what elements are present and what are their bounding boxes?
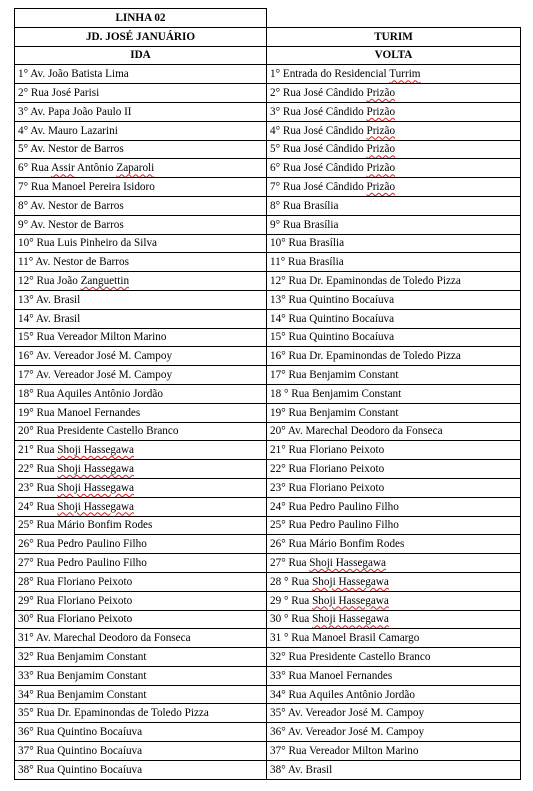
ida-stop-cell	[15, 516, 267, 535]
stop-text: 6° Rua	[18, 162, 52, 175]
volta-stop-cell	[267, 422, 521, 441]
table-row	[15, 403, 521, 422]
table-row	[15, 742, 521, 761]
table-row	[15, 497, 521, 516]
stop-text: 15° Rua Vereador Milton Marino	[18, 331, 167, 344]
ida-stop-cell	[15, 102, 267, 121]
stop-text: 10° Rua Brasília	[270, 237, 345, 250]
ida-stop-cell	[15, 290, 267, 309]
stop-text: 27° Rua	[270, 557, 310, 569]
misspelled-word: Shoji Hassegawa	[57, 463, 135, 476]
ida-stop-cell	[15, 121, 267, 140]
ida-stop-cell	[15, 723, 267, 742]
table-row	[15, 723, 521, 742]
stop-text: 25° Rua Mário Bonfim Rodes	[18, 519, 153, 532]
route-table-body	[15, 9, 521, 780]
stop-text: 7° Rua Manoel Pereira Isidoro	[18, 181, 155, 194]
table-row	[15, 328, 521, 347]
volta-stop-cell	[267, 516, 521, 535]
volta-stop-cell	[267, 272, 521, 291]
stop-text: 13° Av. Brasil	[18, 293, 81, 306]
misspelled-word: Prizão	[366, 105, 396, 118]
table-row	[15, 290, 521, 309]
stop-text: 33° Rua Benjamim Constant	[18, 669, 147, 682]
volta-stop-cell	[267, 65, 521, 84]
table-row	[15, 572, 521, 591]
route-table	[14, 8, 521, 780]
ida-stop-cell	[15, 497, 267, 516]
stop-text: 23° Rua Floriano Peixoto	[270, 481, 385, 494]
table-row	[15, 516, 521, 535]
ida-stop-cell	[15, 591, 267, 610]
table-row	[15, 159, 521, 178]
ida-stop-cell	[15, 234, 267, 253]
table-row	[15, 422, 521, 441]
volta-stop-cell	[267, 366, 521, 385]
table-row	[15, 196, 521, 215]
stop-text: 29° Rua Floriano Peixoto	[18, 594, 133, 607]
table-row	[15, 215, 521, 234]
stop-text: 4° Av. Mauro Lazarini	[18, 124, 118, 137]
stop-text: 37° Rua Quintino Bocaíuva	[18, 744, 143, 757]
ida-stop-cell	[15, 648, 267, 667]
ida-stop-cell	[15, 554, 267, 573]
volta-stop-cell	[267, 704, 521, 723]
table-row	[15, 760, 521, 779]
stop-text: 14° Rua Quintino Bocaíuva	[270, 312, 395, 325]
stop-text: 29 ° Rua	[270, 594, 313, 607]
ida-stop-cell	[15, 629, 267, 648]
ida-stop-cell	[15, 215, 267, 234]
stop-text: 22° Rua	[18, 463, 58, 476]
stop-text: 38° Rua Quintino Bocaíuva	[18, 763, 143, 776]
ida-stop-cell	[15, 535, 267, 554]
stop-text: 2° Rua José Cândido	[270, 87, 367, 100]
stop-text: 16° Rua Dr. Epaminondas de Toledo Pizza	[270, 350, 461, 363]
blank-cell	[267, 9, 521, 28]
volta-stop-cell	[267, 497, 521, 516]
ida-stop-cell	[15, 666, 267, 685]
stop-text: 21° Rua Floriano Peixoto	[270, 444, 385, 457]
route-origin: JD. JOSÉ JANUÁRIO	[15, 27, 267, 46]
stop-text: 36° Rua Quintino Bocaíuva	[18, 726, 143, 739]
volta-stop-cell	[267, 121, 521, 140]
ida-stop-cell	[15, 366, 267, 385]
stop-text: 12° Rua João	[18, 275, 81, 288]
table-row	[15, 704, 521, 723]
misspelled-word: Shoji Hassegawa	[312, 613, 389, 626]
line-header-row	[15, 9, 521, 28]
misspelled-word: Prizão	[366, 87, 396, 100]
stop-text: 30 ° Rua	[270, 613, 313, 626]
stop-text: 20° Av. Marechal Deodoro da Fonseca	[270, 425, 443, 438]
stop-text: 4° Rua José Cândido	[270, 124, 367, 137]
volta-stop-cell	[267, 572, 521, 591]
stop-text: 11° Rua Brasília	[270, 256, 344, 269]
volta-stop-cell	[267, 535, 521, 554]
volta-stop-cell	[267, 215, 521, 234]
table-row	[15, 535, 521, 554]
table-row	[15, 384, 521, 403]
stop-text: 25° Rua Pedro Paulino Filho	[270, 519, 399, 532]
volta-stop-cell	[267, 591, 521, 610]
stop-text: 30° Rua Floriano Peixoto	[18, 613, 133, 626]
ida-stop-cell	[15, 384, 267, 403]
stop-text: 35° Rua Dr. Epaminondas de Toledo Pizza	[18, 707, 209, 720]
ida-stop-cell	[15, 685, 267, 704]
stop-text: 1° Av. João Batista Lima	[18, 68, 129, 81]
stop-text: 5° Av. Nestor de Barros	[18, 143, 124, 156]
ida-stop-cell	[15, 460, 267, 479]
volta-stop-cell	[267, 253, 521, 272]
volta-stop-cell	[267, 460, 521, 479]
stop-text: 36° Av. Vereador José M. Campoy	[270, 726, 425, 739]
ida-stop-cell	[15, 178, 267, 197]
stop-text: 32° Rua Benjamim Constant	[18, 650, 147, 663]
stop-text: 18 ° Rua Benjamim Constant	[270, 387, 402, 400]
volta-stop-cell	[267, 723, 521, 742]
volta-stop-cell	[267, 84, 521, 103]
stop-text: 38° Av. Brasil	[270, 763, 333, 776]
volta-stop-cell	[267, 328, 521, 347]
volta-stop-cell	[267, 478, 521, 497]
stop-text: 20° Rua Presidente Castello Branco	[18, 425, 179, 438]
table-row	[15, 478, 521, 497]
ida-stop-cell	[15, 84, 267, 103]
table-row	[15, 309, 521, 328]
stop-text: 34° Rua Aquiles Antônio Jordão	[270, 688, 415, 701]
stop-text: 32° Rua Presidente Castello Branco	[270, 650, 431, 663]
ida-stop-cell	[15, 704, 267, 723]
volta-stop-cell	[267, 178, 521, 197]
table-row	[15, 366, 521, 385]
stop-text: 7° Rua José Cândido	[270, 181, 367, 194]
misspelled-word: Zanguettin	[80, 275, 130, 288]
table-row	[15, 629, 521, 648]
ida-stop-cell	[15, 65, 267, 84]
ida-stop-cell	[15, 403, 267, 422]
ida-stop-cell	[15, 253, 267, 272]
misspelled-word: Shoji Hassegawa	[57, 481, 135, 494]
misspelled-word: Shoji Hassegawa	[312, 594, 389, 607]
table-row	[15, 65, 521, 84]
stop-text: 10° Rua Luis Pinheiro da Silva	[18, 237, 158, 250]
stop-text: 11° Av. Nestor de Barros	[18, 256, 129, 269]
table-row	[15, 347, 521, 366]
stop-text: 18° Rua Aquiles Antônio Jordão	[18, 387, 163, 400]
volta-stop-cell	[267, 610, 521, 629]
ida-column-header: IDA	[15, 46, 267, 65]
table-row	[15, 666, 521, 685]
misspelled-word: Shoji Hassegawa	[57, 500, 135, 513]
stop-text: 26° Rua Mário Bonfim Rodes	[270, 538, 405, 551]
stop-text: 28° Rua Floriano Peixoto	[18, 575, 133, 588]
stop-text: 19° Rua Benjamim Constant	[270, 406, 399, 419]
table-row	[15, 648, 521, 667]
volta-stop-cell	[267, 403, 521, 422]
stop-text: 19° Rua Manoel Fernandes	[18, 406, 141, 419]
stop-text: 9° Av. Nestor de Barros	[18, 218, 124, 231]
table-row	[15, 610, 521, 629]
misspelled-word: Prizão	[366, 162, 396, 175]
ida-stop-cell	[15, 610, 267, 629]
table-row	[15, 121, 521, 140]
stop-text: 24° Rua	[18, 500, 58, 513]
stop-text: 3° Rua José Cândido	[270, 105, 367, 118]
volta-stop-cell	[267, 760, 521, 779]
stop-text: 8° Rua Brasília	[270, 199, 339, 212]
ida-stop-cell	[15, 742, 267, 761]
table-row	[15, 591, 521, 610]
stop-text: 17° Av. Vereador José M. Campoy	[18, 369, 173, 382]
ida-stop-cell	[15, 328, 267, 347]
stop-text: 24° Rua Pedro Paulino Filho	[270, 500, 399, 513]
direction-header-row	[15, 46, 521, 65]
ida-stop-cell	[15, 441, 267, 460]
ida-stop-cell	[15, 196, 267, 215]
volta-stop-cell	[267, 554, 521, 573]
stop-text: 21° Rua	[18, 444, 58, 457]
table-row	[15, 253, 521, 272]
stop-text: 31° Av. Marechal Deodoro da Fonseca	[18, 632, 191, 645]
stop-text: 33° Rua Manoel Fernandes	[270, 669, 393, 682]
volta-stop-cell	[267, 648, 521, 667]
volta-stop-cell	[267, 441, 521, 460]
misspelled-word: Prizão	[366, 181, 396, 194]
misspelled-word: Shoji Hassegawa	[312, 575, 389, 588]
volta-column-header: VOLTA	[267, 46, 521, 65]
stop-text: 6° Rua José Cândido	[270, 162, 367, 175]
misspelled-word: Turrim	[389, 68, 421, 81]
table-row	[15, 102, 521, 121]
stop-text: 8° Av. Nestor de Barros	[18, 199, 124, 212]
table-row	[15, 460, 521, 479]
volta-stop-cell	[267, 159, 521, 178]
stop-text: 9° Rua Brasília	[270, 218, 339, 231]
ida-stop-cell	[15, 422, 267, 441]
ida-stop-cell	[15, 272, 267, 291]
stop-text: 2° Rua José Parisi	[18, 87, 100, 100]
volta-stop-cell	[267, 347, 521, 366]
route-destination: TURIM	[267, 27, 521, 46]
volta-stop-cell	[267, 742, 521, 761]
table-row	[15, 554, 521, 573]
volta-stop-cell	[267, 685, 521, 704]
stop-text: 5° Rua José Cândido	[270, 143, 367, 156]
stop-text: 37° Rua Vereador Milton Marino	[270, 744, 419, 757]
stop-text: 12° Rua Dr. Epaminondas de Toledo Pizza	[270, 275, 461, 288]
stop-text: 3° Av. Papa João Paulo II	[18, 105, 132, 118]
table-row	[15, 84, 521, 103]
stop-text: 22° Rua Floriano Peixoto	[270, 463, 385, 476]
ida-stop-cell	[15, 140, 267, 159]
stop-text: 27° Rua Pedro Paulino Filho	[18, 557, 147, 569]
table-row	[15, 272, 521, 291]
table-row	[15, 685, 521, 704]
misspelled-word: Zaparoli	[116, 162, 155, 175]
misspelled-word: Prizão	[366, 124, 396, 137]
volta-stop-cell	[267, 309, 521, 328]
ida-stop-cell	[15, 347, 267, 366]
line-label: LINHA 02	[15, 9, 267, 28]
volta-stop-cell	[267, 102, 521, 121]
volta-stop-cell	[267, 234, 521, 253]
volta-stop-cell	[267, 140, 521, 159]
stop-text: 17° Rua Benjamim Constant	[270, 369, 399, 382]
table-row	[15, 178, 521, 197]
volta-stop-cell	[267, 629, 521, 648]
volta-stop-cell	[267, 666, 521, 685]
misspelled-word: Shoji Hassegawa	[57, 444, 135, 457]
ida-stop-cell	[15, 159, 267, 178]
misspelled-word: Shoji Hassegawa	[309, 557, 387, 569]
ida-stop-cell	[15, 760, 267, 779]
stop-text: 15° Rua Quintino Bocaíuva	[270, 331, 395, 344]
ida-stop-cell	[15, 478, 267, 497]
stop-text: 28 ° Rua	[270, 575, 313, 588]
volta-stop-cell	[267, 290, 521, 309]
volta-stop-cell	[267, 384, 521, 403]
stop-text: 23° Rua	[18, 481, 58, 494]
stop-text: Antônio	[74, 162, 117, 175]
stop-text: 31 ° Rua Manoel Brasil Camargo	[270, 632, 420, 645]
stop-text: 35° Av. Vereador José M. Campoy	[270, 707, 425, 720]
stop-text: 13° Rua Quintino Bocaíuva	[270, 293, 395, 306]
stop-text: 26° Rua Pedro Paulino Filho	[18, 538, 147, 551]
volta-stop-cell	[267, 196, 521, 215]
stop-text: 16° Av. Vereador José M. Campoy	[18, 350, 173, 363]
misspelled-word: Assir	[51, 162, 75, 175]
stop-text: 14° Av. Brasil	[18, 312, 81, 325]
table-row	[15, 441, 521, 460]
table-row	[15, 140, 521, 159]
misspelled-word: Prizão	[366, 143, 396, 156]
route-header-row	[15, 27, 521, 46]
table-row	[15, 234, 521, 253]
ida-stop-cell	[15, 309, 267, 328]
stop-text: 1° Entrada do Residencial	[270, 68, 390, 81]
stop-text: 34° Rua Benjamim Constant	[18, 688, 147, 701]
ida-stop-cell	[15, 572, 267, 591]
